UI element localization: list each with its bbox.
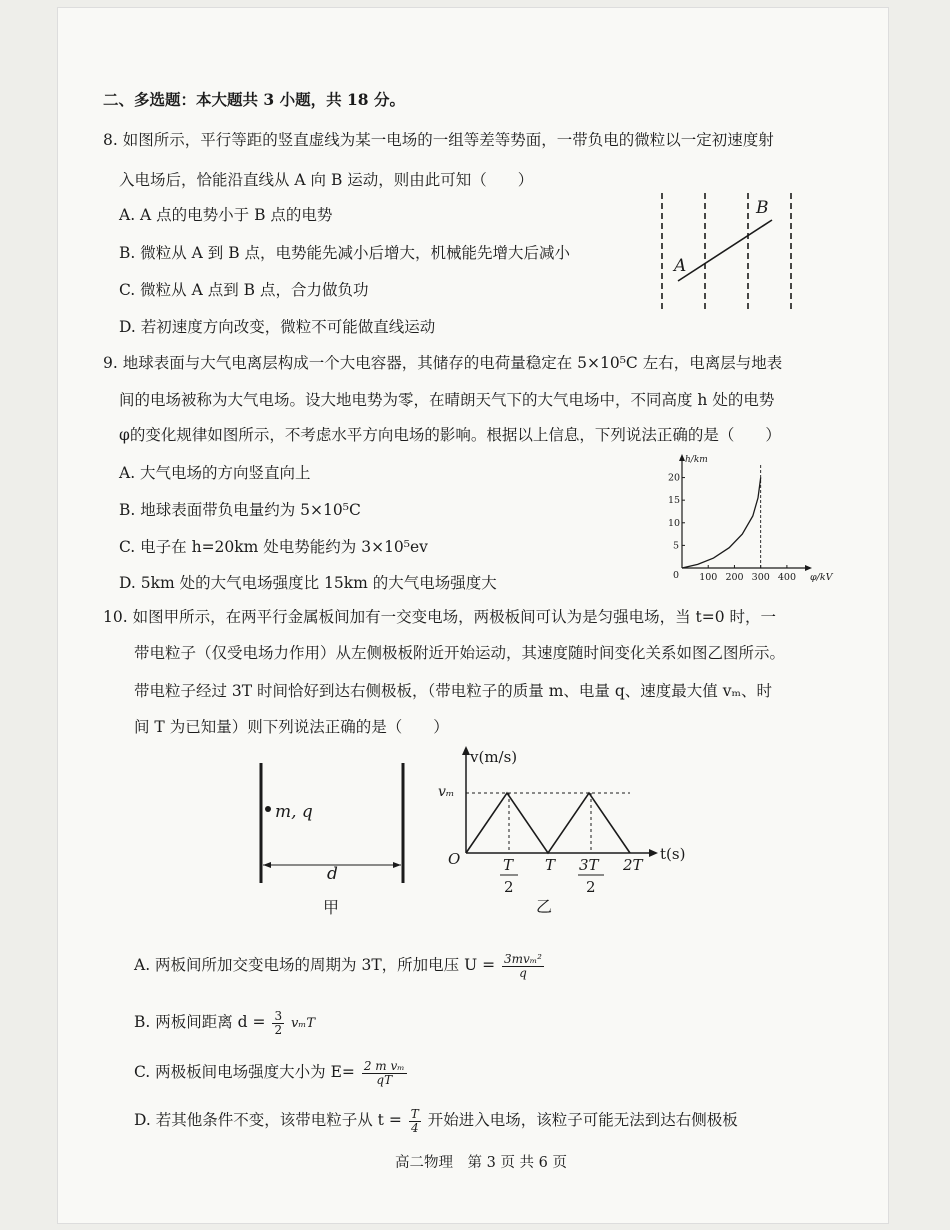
q10-option-b-den: 2 <box>274 1022 283 1037</box>
q8-stem-line1: 8. 如图所示，平行等距的竖直虚线为某一电场的一组等差等势面，一带负电的微粒以一定初速度射 <box>103 131 774 149</box>
q10-option-d-den: 4 <box>410 1120 419 1135</box>
q9-option-a: A. 大气电场的方向竖直向上 <box>119 464 311 482</box>
distance-arrow-left-head <box>263 862 271 868</box>
vm-label: vₘ <box>438 784 455 800</box>
q10-option-d <box>134 1100 738 1140</box>
y-tick-label: 5 <box>673 540 680 552</box>
particle-dot <box>265 806 271 812</box>
q9-potential-chart <box>660 450 833 585</box>
t-axis-arrowhead <box>649 849 658 857</box>
q10-option-d-text: D. 若其他条件不变，该带电粒子从 t = <box>134 1111 402 1129</box>
tick-3t-half-den: 2 <box>586 878 596 896</box>
v-axis-arrowhead <box>462 746 470 755</box>
q10-option-c-num: 2 m vₘ <box>363 1058 405 1073</box>
q9-stem-line2: 间的电场被称为大气电场。设大地电势为零，在晴朗天气下的大气电场中，不同高度 h 处的电势 <box>119 391 775 409</box>
x-tick-label: 100 <box>699 572 718 583</box>
x-tick-label: 300 <box>751 572 770 583</box>
tick-t: T <box>545 856 556 874</box>
q8-option-c: C. 微粒从 A 点到 B 点，合力做负功 <box>119 281 369 299</box>
q10-velocity-time-graph <box>430 740 700 920</box>
tick-2t: 2T <box>623 856 643 874</box>
distance-label: d <box>327 864 338 884</box>
q10-option-b-fraction <box>272 1010 284 1037</box>
figure-jia-caption: 甲 <box>323 898 340 917</box>
q10-option-c-fraction <box>362 1060 407 1087</box>
particle-label: m, q <box>275 802 313 822</box>
trajectory-line <box>678 220 772 281</box>
q10-plates-figure <box>245 755 420 920</box>
section-title: 二、多选题：本大题共 3 小题，共 18 分。 <box>103 90 405 109</box>
q10-option-c <box>134 1052 409 1092</box>
x-tick-label: 400 <box>777 572 797 583</box>
q10-option-d-tail: 开始进入电场，该粒子可能无法到达右侧极板 <box>427 1111 738 1129</box>
y-tick-label: 10 <box>668 517 681 529</box>
figure-yi-caption: 乙 <box>536 897 553 916</box>
q9-stem-line3: φ的变化规律如图所示，不考虑水平方向电场的影响。根据以上信息，下列说法正确的是（ ） <box>119 426 781 444</box>
velocity-curve <box>466 793 630 853</box>
q10-option-c-text: C. 两极板间电场强度大小为 E= <box>134 1063 355 1081</box>
phi-axis-arrowhead <box>805 565 812 571</box>
q10-option-b-tail: vₘT <box>291 1016 316 1031</box>
x-tick-label: 200 <box>725 572 744 583</box>
chart-origin-label: 0 <box>673 570 680 581</box>
tick-t-half-den: 2 <box>504 878 514 896</box>
q10-option-a-fraction <box>502 953 544 980</box>
q10-stem-line3: 带电粒子经过 3T 时间恰好到达右侧极板，（带电粒子的质量 m、电量 q、速度最大值 vₘ、时 <box>134 682 772 700</box>
q8-option-b: B. 微粒从 A 到 B 点，电势能先减小后增大，机械能先增大后减小 <box>119 244 571 262</box>
h-axis-label: h/km <box>685 455 708 465</box>
q9-option-d: D. 5km 处的大气电场强度比 15km 的大气电场强度大 <box>119 574 497 592</box>
q9-option-c: C. 电子在 h=20km 处电势能约为 3×10⁵ev <box>119 538 428 556</box>
q10-option-b-num: 3 <box>274 1008 283 1023</box>
origin-label: O <box>448 850 461 868</box>
y-tick-label: 20 <box>668 472 681 484</box>
tick-3t-half-num: 3T <box>579 856 599 874</box>
y-tick-label: 15 <box>668 495 681 507</box>
v-axis-label: v(m/s) <box>470 748 518 766</box>
q10-stem-line1: 10. 如图甲所示，在两平行金属板间加有一交变电场，两极板间可认为是匀强电场，当 t=0 时，一 <box>103 608 777 626</box>
q10-option-a-text: A. 两板间所加交变电场的周期为 3T，所加电压 U = <box>134 956 496 974</box>
q10-option-a-den: q <box>519 965 527 980</box>
q10-option-d-fraction <box>409 1108 421 1135</box>
q10-option-b <box>134 1002 315 1042</box>
q8-option-a: A. A 点的电势小于 B 点的电势 <box>119 206 333 224</box>
q9-option-b: B. 地球表面带负电量约为 5×10⁵C <box>119 501 361 519</box>
q10-option-a <box>134 945 546 985</box>
h-phi-curve <box>682 478 761 568</box>
q10-stem-line4: 间 T 为已知量）则下列说法正确的是（ ） <box>134 718 449 736</box>
q8-option-d: D. 若初速度方向改变，微粒不可能做直线运动 <box>119 318 436 336</box>
q10-option-d-num: T <box>410 1106 419 1121</box>
t-axis-label: t(s) <box>660 845 686 863</box>
point-b-label: B <box>756 198 769 218</box>
q9-stem-line1: 9. 地球表面与大气电离层构成一个大电容器，其储存的电荷量稳定在 5×10⁵C 左右，电离层与地表 <box>103 354 783 372</box>
distance-arrow-right-head <box>393 862 401 868</box>
q8-equipotential-figure <box>650 185 800 315</box>
q8-stem-line2: 入电场后，恰能沿直线从 A 向 B 运动，则由此可知（ ） <box>119 171 534 189</box>
q10-option-c-den: qT <box>376 1072 393 1087</box>
page-footer: 高二物理 第 3 页 共 6 页 <box>395 1155 567 1171</box>
tick-t-half-num: T <box>503 856 514 874</box>
q10-option-b-text: B. 两板间距离 d = <box>134 1013 266 1031</box>
point-a-label: A <box>674 256 687 276</box>
q10-option-a-num: 3mvₘ² <box>504 951 542 966</box>
q10-stem-line2: 带电粒子（仅受电场力作用）从左侧极板附近开始运动，其速度随时间变化关系如图乙图所示。 <box>134 644 786 662</box>
phi-axis-label: φ/kV <box>810 572 833 583</box>
